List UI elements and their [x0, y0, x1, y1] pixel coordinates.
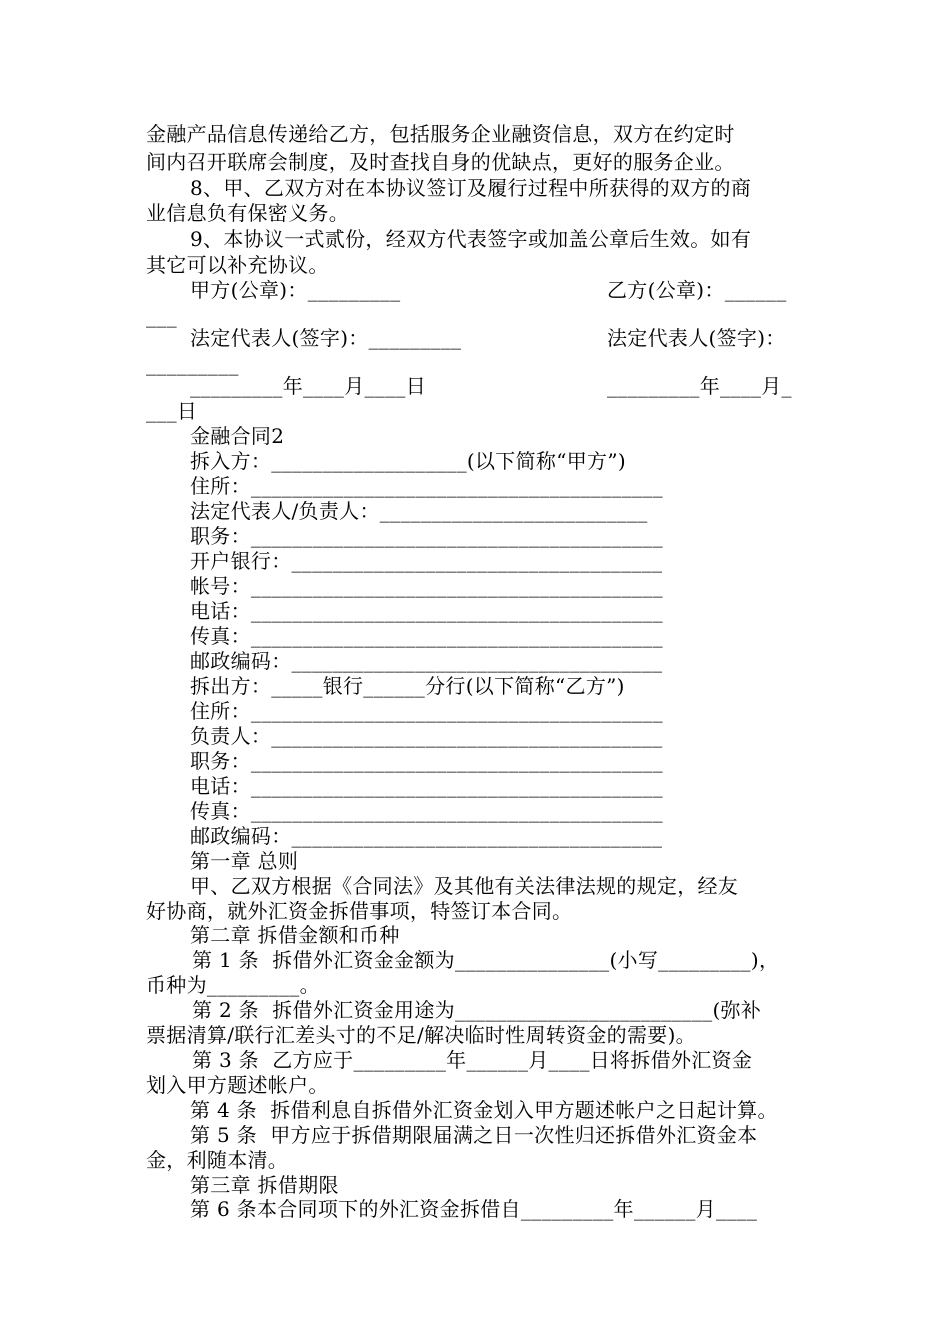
form-field-fax: 传真：________________________________________ — [190, 624, 663, 648]
clause-line: 第 5 条 甲方应于拆借期限届满之日一次性归还拆借外汇资金本 — [190, 1123, 758, 1147]
text-line: 好协商，就外汇资金拆借事项，特签订本合同。 — [146, 899, 573, 923]
form-field-position: 职务：________________________________________ — [190, 749, 663, 773]
form-field-legal-rep: 法定代表人/负责人：__________________________ — [190, 499, 648, 523]
text-line: ___ — [146, 304, 177, 328]
form-field-borrower: 拆入方：___________________(以下简称“甲方”) — [190, 449, 626, 473]
text-line: 票据清算/联行汇差头寸的不足/解决临时性周转资金的需要)。 — [146, 1023, 696, 1047]
text-line: 金融产品信息传递给乙方，包括服务企业融资信息，双方在约定时 — [146, 122, 735, 146]
text-line: 金，利随本清。 — [146, 1148, 289, 1172]
text-line: 业信息负有保密义务。 — [146, 201, 349, 225]
text-line: _________ — [146, 352, 239, 376]
text-line: 划入甲方题述帐户。 — [146, 1073, 329, 1097]
form-field-lender: 拆出方：_____银行______分行(以下简称“乙方”) — [190, 674, 625, 698]
form-field-account: 帐号：________________________________________ — [190, 574, 663, 598]
form-field-fax: 传真：________________________________________ — [190, 799, 663, 823]
clause-line: 第 6 条本合同项下的外汇资金拆借自_________年______月____ — [190, 1197, 758, 1221]
signature-party-b-date: _________年____月_ — [607, 374, 792, 398]
form-field-postcode: 邮政编码：____________________________________ — [190, 824, 663, 848]
text-line: 甲、乙双方根据《合同法》及其他有关法律法规的规定，经友 — [190, 874, 739, 898]
clause-line: 第 1 条 拆借外汇资金金额为_______________(小写_________)， — [192, 948, 780, 972]
signature-party-b-seal: 乙方(公章)：______ — [607, 278, 787, 302]
form-field-address: 住所：________________________________________ — [190, 699, 663, 723]
signature-party-a-seal: 甲方(公章)：_________ — [190, 278, 401, 302]
form-field-phone: 电话：________________________________________ — [190, 599, 663, 623]
clause-line: 第 4 条 拆借利息自拆借外汇资金划入甲方题述帐户之日起计算。 — [190, 1098, 778, 1122]
signature-party-a-date: _________年____月____日 — [190, 374, 426, 398]
clause-line: 第 2 条 拆借外汇资金用途为_________________________(弥补 — [192, 998, 762, 1022]
text-line: ___日 — [146, 399, 198, 423]
form-field-bank: 开户银行：____________________________________ — [190, 549, 663, 573]
chapter-heading: 第一章 总则 — [190, 849, 299, 873]
text-line: 8、甲、乙双方对在本协议签订及履行过程中所获得的双方的商 — [190, 176, 752, 200]
chapter-heading: 第二章 拆借金额和币种 — [190, 923, 400, 947]
form-field-postcode: 邮政编码：____________________________________ — [190, 649, 663, 673]
text-line: 9、本协议一式贰份，经双方代表签字或加盖公章后生效。如有 — [190, 227, 752, 251]
text-line: 其它可以补充协议。 — [146, 253, 329, 277]
chapter-heading: 第三章 拆借期限 — [190, 1173, 339, 1197]
signature-party-b-rep: 法定代表人(签字)： — [607, 326, 786, 350]
form-field-address: 住所：________________________________________ — [190, 474, 663, 498]
text-line: 币种为_________。 — [146, 973, 320, 997]
text-line: 间内召开联席会制度，及时查找自身的优缺点，更好的服务企业。 — [146, 150, 735, 174]
form-field-phone: 电话：________________________________________ — [190, 774, 663, 798]
form-field-responsible: 负责人：______________________________________ — [190, 724, 663, 748]
signature-party-a-rep: 法定代表人(签字)：_________ — [190, 326, 462, 350]
form-field-position: 职务：________________________________________ — [190, 524, 663, 548]
contract-title: 金融合同2 — [190, 424, 285, 448]
clause-line: 第 3 条 乙方应于_________年______月____日将拆借外汇资金 — [192, 1048, 753, 1072]
